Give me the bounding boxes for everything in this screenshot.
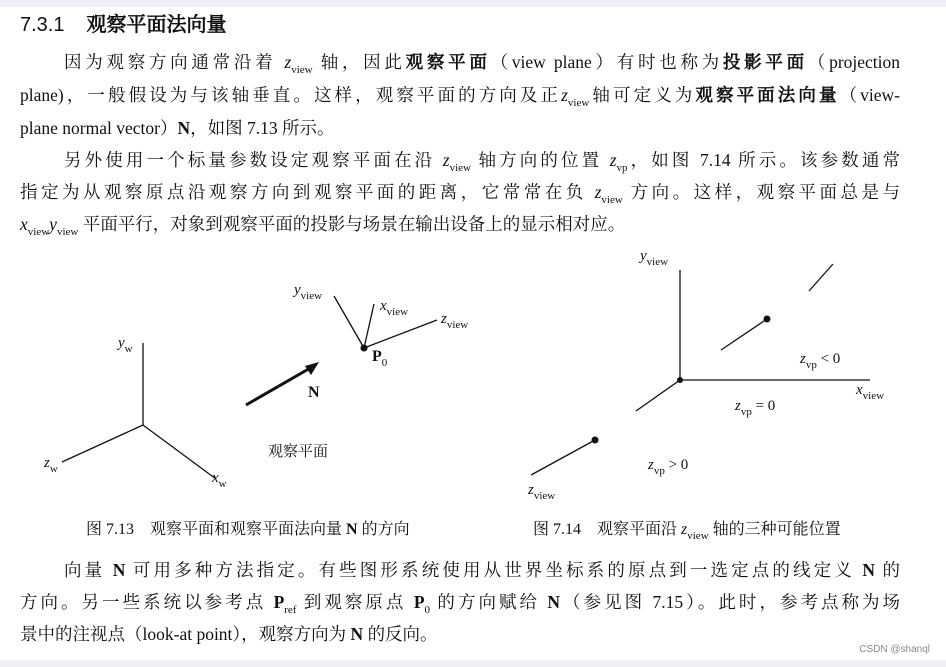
text-run: 图 7.14 观察平面沿 <box>533 521 682 538</box>
view-z-axis <box>364 320 437 348</box>
label-y-view <box>294 282 322 302</box>
text-run: 可用多种方法指定。有些图形系统使用从世界坐标系的原点到一选定点的线定义 <box>125 560 863 580</box>
label-zvp-zero <box>735 398 775 418</box>
bold-text-run: 观察平面 <box>405 52 491 72</box>
text-run: = 0 <box>751 398 776 414</box>
text-run: （参见图 7.15）。此时，参考点称为场 <box>560 592 901 612</box>
math-variable: z <box>441 311 447 327</box>
text-run: 的方向赋给 <box>430 592 548 612</box>
paragraph-line <box>20 623 900 645</box>
subscript: vp <box>805 359 817 371</box>
subscript: view <box>300 290 323 302</box>
text-run: ，如图 7.14 所示。该参数通常 <box>627 150 901 170</box>
math-variable: x <box>856 382 863 398</box>
math-variable: x <box>20 214 28 234</box>
subscript: view <box>291 64 313 76</box>
subscript: ref <box>284 604 297 616</box>
bottom-band <box>0 660 946 667</box>
point-lower <box>592 437 599 444</box>
label-x-w <box>212 470 227 490</box>
text-run: 的方向 <box>357 521 410 538</box>
subscript: view <box>646 256 669 268</box>
text-run: > 0 <box>664 457 689 473</box>
text-run: < 0 <box>816 351 841 367</box>
subscript: view <box>446 319 469 331</box>
subscript: view <box>386 306 409 318</box>
label-z-w <box>44 455 58 475</box>
text-run: plane)，一般假设为与该轴垂直。这样，观察平面的方向及正 <box>20 85 562 105</box>
view-y-axis <box>334 296 364 348</box>
point-upper <box>764 316 771 323</box>
math-variable: z <box>284 52 292 72</box>
math-variable: z <box>681 521 688 538</box>
text-run: （view plane）有时也称为 <box>490 52 723 72</box>
text-run: plane normal vector） <box>20 118 178 138</box>
text-run: 方向。这样，观察平面总是与 <box>622 182 901 202</box>
math-variable: z <box>561 85 568 105</box>
text-run: 向量 <box>64 560 113 580</box>
text-run: 平面平行，对象到观察平面的投影与场景在输出设备上的显示相对应。 <box>78 214 626 234</box>
bold-text-run: 观察平面法向量 <box>695 85 840 105</box>
label-y-view <box>640 248 668 268</box>
bold-text-run: N <box>346 521 358 538</box>
label-x-view <box>380 298 408 318</box>
math-variable: z <box>442 150 450 170</box>
subscript: view <box>27 226 50 238</box>
text-run: 的 <box>875 560 901 580</box>
subscript: view <box>601 194 623 206</box>
label-view-plane <box>268 440 328 461</box>
subscript: vp <box>740 406 752 418</box>
label-zvp-negative <box>800 351 840 371</box>
subscript: view <box>862 390 885 402</box>
text-run: 到观察原点 <box>296 592 414 612</box>
label-n <box>308 384 320 402</box>
text-run: 轴，因此 <box>312 52 406 72</box>
text-run: 轴的三种可能位置 <box>708 521 841 538</box>
math-variable: z <box>528 482 534 498</box>
bold-text-run: P <box>413 592 425 612</box>
bold-text-run: N <box>862 560 876 580</box>
text-run: 轴方向的位置 <box>470 150 610 170</box>
origin-point <box>677 377 683 383</box>
math-variable: y <box>294 282 301 298</box>
text-run: （projection <box>807 52 901 72</box>
text-run: 另外使用一个标量参数设定观察平面在沿 <box>64 150 443 170</box>
text-run: 的反向。 <box>363 624 438 644</box>
subscript: vp <box>653 465 665 477</box>
subscript: view <box>687 530 709 542</box>
plane-zvp-positive <box>531 440 595 475</box>
text-run: 指定为从观察原点沿观察方向到观察平面的距离，它常常在负 <box>20 182 595 202</box>
math-variable: z <box>800 351 806 367</box>
world-z-axis <box>62 425 143 462</box>
bold-text-run: N <box>350 624 364 644</box>
math-variable: z <box>648 457 654 473</box>
section-title: 观察平面法向量 <box>86 14 227 36</box>
subscript: w <box>124 343 133 355</box>
bold-text-run: 投影平面 <box>722 52 808 72</box>
label-p0 <box>372 348 387 369</box>
bold-text-run: N <box>308 384 320 401</box>
subscript: 0 <box>424 604 431 616</box>
arrowhead-icon <box>305 362 319 375</box>
text-run: 因为观察方向通常沿着 <box>64 52 285 72</box>
subscript: view <box>533 490 556 502</box>
text-run: ，如图 7.13 所示。 <box>190 118 335 138</box>
math-variable: z <box>735 398 741 414</box>
subscript: w <box>49 463 58 475</box>
subscript: w <box>218 478 227 490</box>
bold-text-run: N <box>177 118 191 138</box>
watermark: CSDN @shanql <box>859 644 930 655</box>
view-x-axis <box>364 304 374 348</box>
text-run: 观察平面 <box>268 444 329 460</box>
math-variable: x <box>212 470 219 486</box>
normal-vector-arrow <box>246 367 312 405</box>
math-variable: x <box>380 298 387 314</box>
view-z-axis <box>636 380 680 411</box>
world-x-axis <box>143 425 216 479</box>
label-z-view <box>441 311 468 331</box>
paragraph-line <box>20 591 900 621</box>
label-y-w <box>118 335 133 355</box>
section-number: 7.3.1 <box>20 14 65 36</box>
math-variable: z <box>609 150 617 170</box>
label-x-view <box>856 382 884 402</box>
subscript: 0 <box>381 357 388 369</box>
text-run: 方向。另一些系统以参考点 <box>20 592 274 612</box>
label-z-view <box>528 482 555 502</box>
p0-point <box>361 345 368 352</box>
figure-7-14-caption <box>533 516 841 542</box>
math-variable: y <box>640 248 647 264</box>
math-variable: z <box>594 182 602 202</box>
text-run: 图 7.13 观察平面和观察平面法向量 <box>86 521 347 538</box>
figure-7-13-caption <box>86 516 410 539</box>
text-run: （view- <box>839 85 901 105</box>
subscript: view <box>449 162 471 174</box>
math-variable: y <box>49 214 57 234</box>
subscript: view <box>56 226 79 238</box>
text-run: 景中的注视点（look-at point），观察方向为 <box>20 624 351 644</box>
bold-text-run: P <box>372 348 382 365</box>
plane-far <box>809 264 833 291</box>
figure-7-13-axes <box>62 296 437 479</box>
label-zvp-positive <box>648 457 688 477</box>
bold-text-run: P <box>273 592 285 612</box>
subscript: view <box>567 97 590 109</box>
text-run: 轴可定义为 <box>589 85 696 105</box>
bold-text-run: N <box>112 560 126 580</box>
subscript: vp <box>616 162 628 174</box>
paragraph-line <box>64 559 900 581</box>
plane-zvp-negative <box>721 319 767 350</box>
bold-text-run: N <box>547 592 561 612</box>
math-variable: z <box>44 455 50 471</box>
math-variable: y <box>118 335 125 351</box>
